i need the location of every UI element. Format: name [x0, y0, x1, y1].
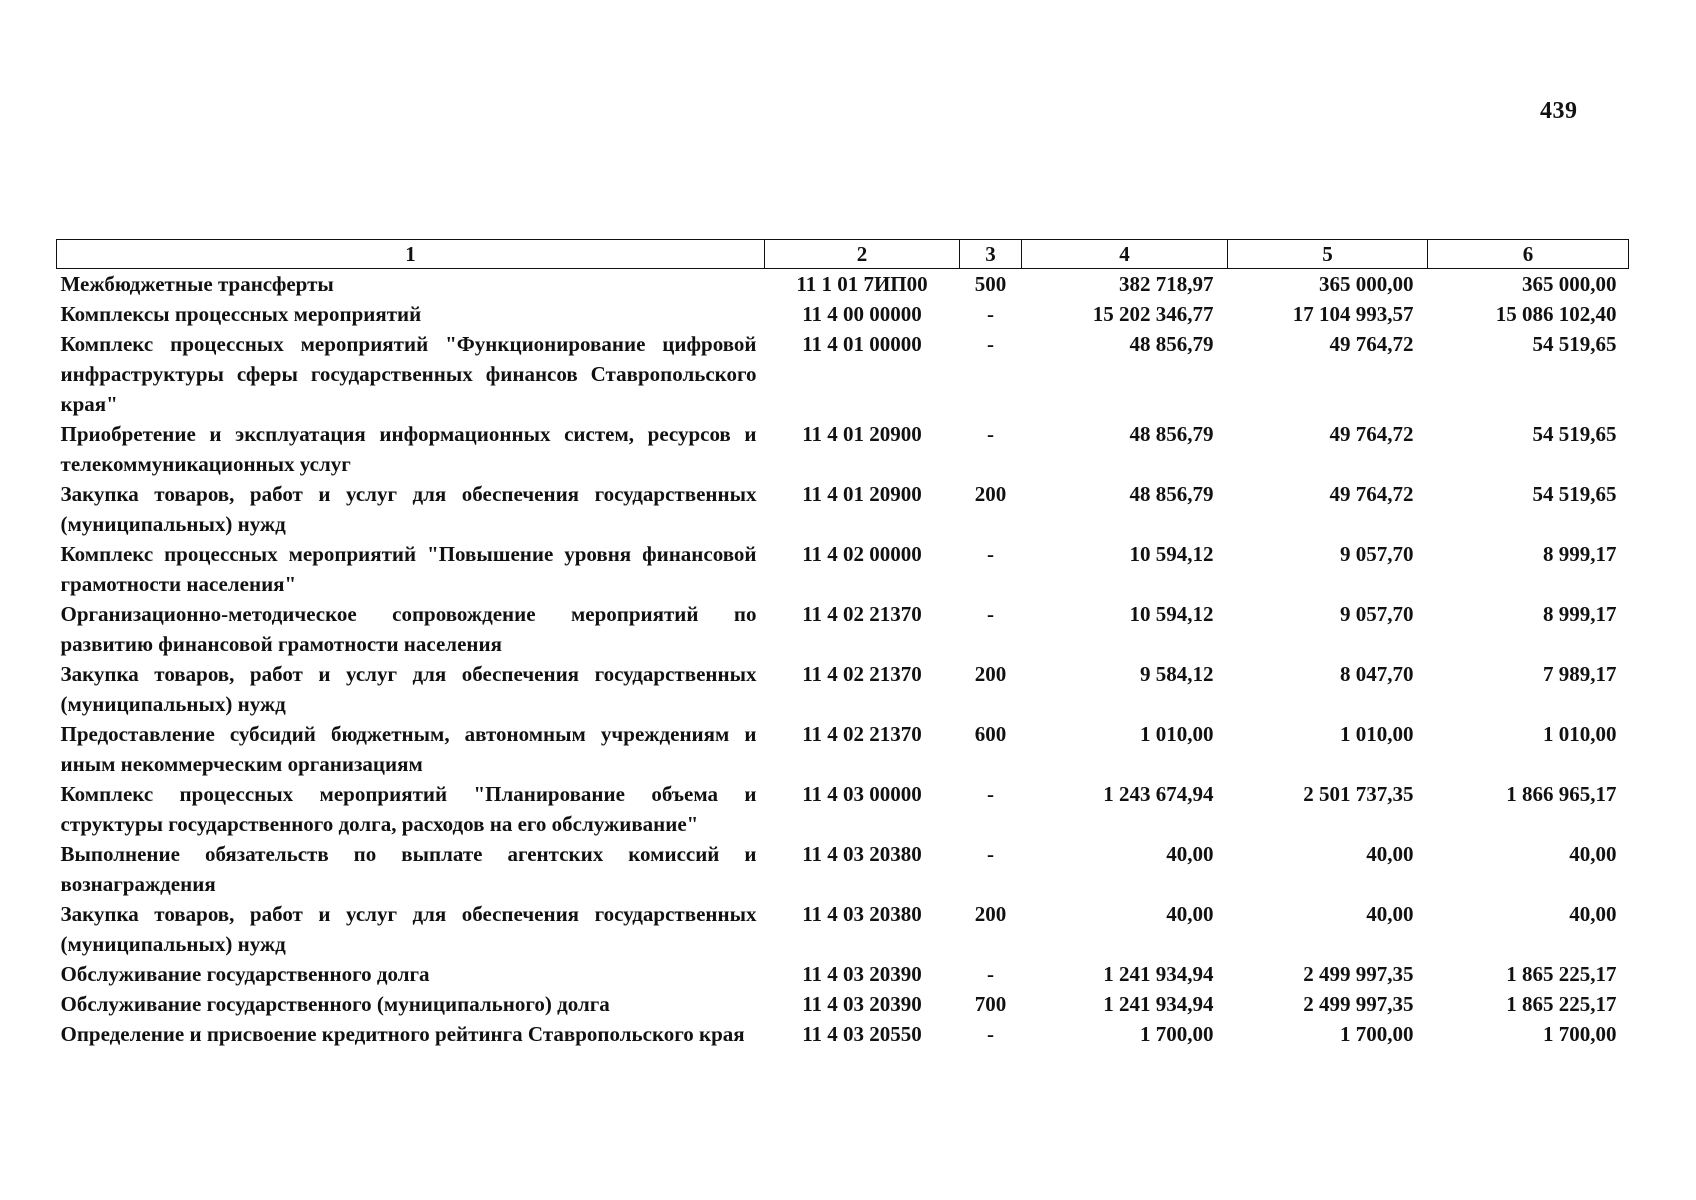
- header-col-2: 2: [765, 240, 960, 269]
- row-value-col6: 1 700,00: [1543, 1022, 1617, 1046]
- row-code: 11 4 03 20390: [802, 992, 922, 1016]
- row-name: Закупка товаров, работ и услуг для обеспечения государственных (муниципальных) нужд: [60, 902, 757, 956]
- row-value-col5: 2 499 997,35: [1303, 992, 1414, 1016]
- row-value-col6: 54 519,65: [1532, 332, 1617, 356]
- row-code: 11 4 01 00000: [802, 332, 922, 356]
- row-value-col4: 48 856,79: [1129, 482, 1214, 506]
- row-type: -: [987, 332, 994, 356]
- row-type: 200: [974, 902, 1007, 926]
- row-code: 11 4 00 00000: [802, 302, 922, 326]
- row-code: 11 4 02 21370: [802, 722, 922, 746]
- row-value-col4: 9 584,12: [1140, 662, 1214, 686]
- row-type: -: [987, 542, 994, 566]
- row-name: Предоставление субсидий бюджетным, автономным учреждениям и иным некоммерческим организациям: [60, 722, 757, 776]
- row-value-col4: 15 202 346,77: [1092, 302, 1214, 326]
- row-code: 11 4 02 21370: [802, 602, 922, 626]
- row-value-col4: 1 700,00: [1140, 1022, 1214, 1046]
- row-name: Межбюджетные трансферты: [60, 272, 334, 296]
- row-value-col4: 40,00: [1166, 902, 1214, 926]
- row-type: 700: [974, 992, 1007, 1016]
- row-value-col6: 54 519,65: [1532, 482, 1617, 506]
- row-value-col4: 1 241 934,94: [1103, 962, 1214, 986]
- table-row: [57, 1019, 1629, 1049]
- row-value-col6: 365 000,00: [1522, 272, 1617, 296]
- row-value-col6: 7 989,17: [1543, 662, 1617, 686]
- row-value-col5: 49 764,72: [1329, 482, 1414, 506]
- row-value-col5: 17 104 993,57: [1292, 302, 1414, 326]
- budget-table: [56, 239, 1629, 1049]
- row-name: Комплекс процессных мероприятий "Планирование объема и структуры государственного долга, расходов на его обслуживание": [60, 782, 757, 836]
- row-value-col4: 382 718,97: [1119, 272, 1214, 296]
- row-value-col5: 9 057,70: [1340, 542, 1414, 566]
- row-value-col6: 40,00: [1569, 842, 1617, 866]
- row-type: -: [987, 602, 994, 626]
- row-code: 11 4 02 00000: [802, 542, 922, 566]
- row-value-col6: 1 865 225,17: [1506, 962, 1617, 986]
- row-value-col4: 1 243 674,94: [1103, 782, 1214, 806]
- row-value-col6: 1 866 965,17: [1506, 782, 1617, 806]
- row-value-col4: 1 010,00: [1140, 722, 1214, 746]
- table-row: [57, 959, 1629, 989]
- row-type: -: [987, 1022, 994, 1046]
- table-row: [57, 719, 1629, 779]
- table-row: [57, 299, 1629, 329]
- row-code: 11 4 01 20900: [802, 422, 922, 446]
- row-name: Приобретение и эксплуатация информационных систем, ресурсов и телекоммуникационных услуг: [60, 422, 757, 476]
- row-value-col4: 48 856,79: [1129, 422, 1214, 446]
- row-name: Закупка товаров, работ и услуг для обеспечения государственных (муниципальных) нужд: [60, 482, 757, 536]
- row-value-col5: 8 047,70: [1340, 662, 1414, 686]
- header-col-3: 3: [960, 240, 1022, 269]
- table-row: [57, 539, 1629, 599]
- row-name: Обслуживание государственного (муниципального) долга: [60, 992, 610, 1016]
- row-name: Закупка товаров, работ и услуг для обеспечения государственных (муниципальных) нужд: [60, 662, 757, 716]
- row-type: 500: [974, 272, 1007, 296]
- table-row: [57, 779, 1629, 839]
- row-name: Комплекс процессных мероприятий "Функционирование цифровой инфраструктуры сферы государственных финансов Ставропольского края": [60, 332, 757, 416]
- row-code: 11 4 02 21370: [802, 662, 922, 686]
- header-col-6: 6: [1428, 240, 1629, 269]
- row-name: Обслуживание государственного долга: [60, 962, 430, 986]
- row-value-col5: 2 499 997,35: [1303, 962, 1414, 986]
- row-value-col6: 40,00: [1569, 902, 1617, 926]
- row-value-col5: 9 057,70: [1340, 602, 1414, 626]
- row-type: 200: [974, 662, 1007, 686]
- row-name: Определение и присвоение кредитного рейтинга Ставропольского края: [60, 1022, 745, 1046]
- header-col-5: 5: [1228, 240, 1428, 269]
- row-code: 11 4 03 20390: [802, 962, 922, 986]
- table-body: [57, 269, 1629, 1050]
- row-name: Выполнение обязательств по выплате агентских комиссий и вознаграждения: [60, 842, 757, 896]
- row-type: -: [987, 842, 994, 866]
- row-value-col5: 1 700,00: [1340, 1022, 1414, 1046]
- table-row: [57, 899, 1629, 959]
- row-value-col6: 54 519,65: [1532, 422, 1617, 446]
- row-type: -: [987, 782, 994, 806]
- table-row: [57, 659, 1629, 719]
- table-row: [57, 479, 1629, 539]
- row-type: 600: [974, 722, 1007, 746]
- row-code: 11 4 03 20380: [802, 842, 922, 866]
- row-value-col5: 2 501 737,35: [1303, 782, 1414, 806]
- row-type: -: [987, 422, 994, 446]
- row-value-col4: 40,00: [1166, 842, 1214, 866]
- row-value-col6: 15 086 102,40: [1495, 302, 1617, 326]
- row-code: 11 4 03 20380: [802, 902, 922, 926]
- row-value-col6: 1 010,00: [1543, 722, 1617, 746]
- header-row: [57, 240, 1629, 269]
- row-code: 11 4 03 20550: [802, 1022, 922, 1046]
- header-col-1: 1: [57, 240, 765, 269]
- table-row: [57, 419, 1629, 479]
- row-name: Комплексы процессных мероприятий: [60, 302, 422, 326]
- row-value-col5: 40,00: [1366, 842, 1414, 866]
- row-type: -: [987, 962, 994, 986]
- table-row: [57, 599, 1629, 659]
- row-value-col6: 8 999,17: [1543, 602, 1617, 626]
- header-col-4: 4: [1022, 240, 1228, 269]
- table-header: [57, 240, 1629, 269]
- row-value-col4: 10 594,12: [1129, 602, 1214, 626]
- row-code: 11 4 03 00000: [802, 782, 922, 806]
- row-value-col4: 1 241 934,94: [1103, 992, 1214, 1016]
- table-row: [57, 989, 1629, 1019]
- row-value-col5: 40,00: [1366, 902, 1414, 926]
- row-value-col6: 1 865 225,17: [1506, 992, 1617, 1016]
- row-value-col6: 8 999,17: [1543, 542, 1617, 566]
- row-code: 11 4 01 20900: [802, 482, 922, 506]
- row-value-col5: 49 764,72: [1329, 332, 1414, 356]
- row-type: -: [987, 302, 994, 326]
- row-value-col4: 48 856,79: [1129, 332, 1214, 356]
- table-row: [57, 839, 1629, 899]
- table-row: [57, 269, 1629, 300]
- row-name: Организационно-методическое сопровождение мероприятий по развитию финансовой грамотности населения: [60, 602, 757, 656]
- row-value-col5: 365 000,00: [1319, 272, 1414, 296]
- row-code: 11 1 01 7ИП00: [796, 272, 928, 296]
- row-value-col4: 10 594,12: [1129, 542, 1214, 566]
- row-value-col5: 49 764,72: [1329, 422, 1414, 446]
- row-value-col5: 1 010,00: [1340, 722, 1414, 746]
- table-row: [57, 329, 1629, 419]
- row-name: Комплекс процессных мероприятий "Повышение уровня финансовой грамотности населения": [60, 542, 757, 596]
- row-type: 200: [974, 482, 1007, 506]
- page-number: 439: [1540, 98, 1578, 124]
